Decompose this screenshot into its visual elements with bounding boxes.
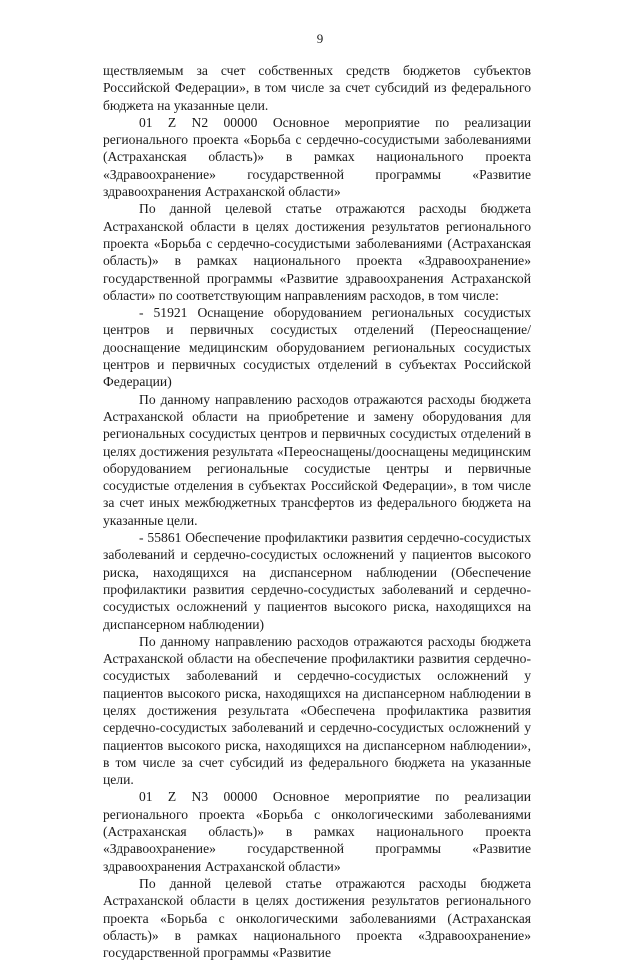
paragraph-target-article-n3: 01 Z N3 00000 Основное мероприятие по реализации регионального проекта «Борьба с онкологическими заболеваниями (Астраханская область)» в рамках национального проекта «Здравоохранение» государственной программы «Развитие здравоохранения Астраханской области» xyxy=(103,789,531,874)
paragraph-item-55861: - 55861 Обеспечение профилактики развития сердечно-сосудистых заболеваний и сердечно-сосудистых осложнений у пациентов высокого риска, находящихся на диспансерном наблюдении (Обеспечение профилактики развития сердечно-сосудистых заболеваний и сердечно-сосудистых осложнений у пациентов высокого риска, находящихся на диспансерном наблюдении) xyxy=(103,530,531,632)
paragraph-item-51921: - 51921 Оснащение оборудованием региональных сосудистых центров и первичных сосудистых отделений (Переоснащение/дооснащение медицинским оборудованием региональных сосудистых центров и первичных сосудистых отделений в субъектах Российской Федерации) xyxy=(103,305,531,390)
document-body xyxy=(103,62,531,961)
paragraph-n3-description: По данной целевой статье отражаются расходы бюджета Астраханской области в целях достижения результатов регионального проекта «Борьба с онкологическими заболеваниями (Астраханская область)» в рамках национального проекта «Здравоохранение» государственной программы «Развитие xyxy=(103,875,531,961)
paragraph-continuation: ществляемым за счет собственных средств бюджетов субъектов Российской Федерации», в том числе за счет субсидий из федерального бюджета на указанные цели. xyxy=(103,63,531,113)
paragraph-55861-description: По данному направлению расходов отражаются расходы бюджета Астраханской области на обеспечение профилактики развития сердечно-сосудистых заболеваний и сердечно-сосудистых осложнений у пациентов высокого риска, находящихся на диспансерном наблюдении в целях достижения результата «Обеспечена профилактика развития сердечно-сосудистых заболеваний и сердечно-сосудистых осложнений у пациентов высокого риска, находящихся на диспансерном наблюдении», в том числе за счет субсидий из федерального бюджета на указанные цели. xyxy=(103,633,531,788)
page-number: 9 xyxy=(316,31,324,46)
paragraph-n2-description: По данной целевой статье отражаются расходы бюджета Астраханской области в целях достижения результатов регионального проекта «Борьба с сердечно-сосудистыми заболеваниями (Астраханская область)» в рамках национального проекта «Здравоохранение» государственной программы «Развитие здравоохранения Астраханской области» по соответствующим направлениям расходов, в том числе: xyxy=(103,201,531,303)
paragraph-51921-description: По данному направлению расходов отражаются расходы бюджета Астраханской области на приобретение и замену оборудования для региональных сосудистых центров и первичных сосудистых отделений в целях достижения результата «Переоснащены/дооснащены медицинским оборудованием региональные сосудистые центры и первичные сосудистые отделения в субъектах Российской Федерации», в том числе за счет иных межбюджетных трансфертов из федерального бюджета на указанные цели. xyxy=(103,391,531,528)
paragraph-target-article-n2: 01 Z N2 00000 Основное мероприятие по реализации регионального проекта «Борьба с сердечно-сосудистыми заболеваниями (Астраханская область)» в рамках национального проекта «Здравоохранение» государственной программы «Развитие здравоохранения Астраханской области» xyxy=(103,114,531,200)
